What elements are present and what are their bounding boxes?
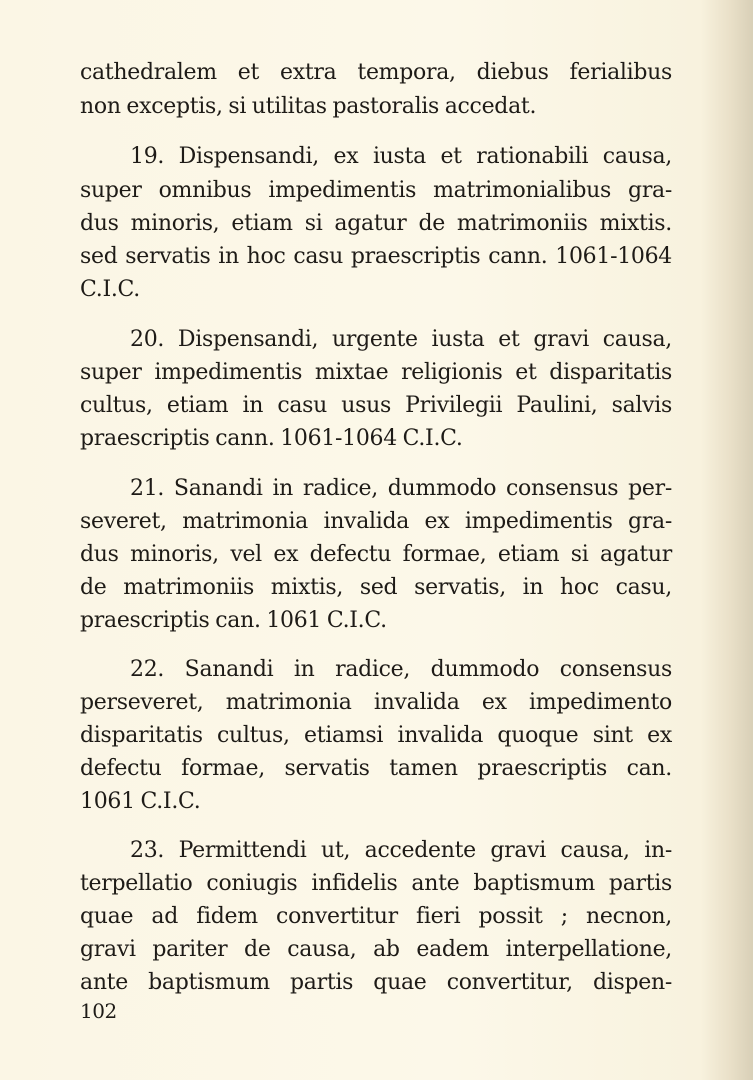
text-line: 1061 C.I.C. [80, 789, 201, 814]
paragraph-23-line: 23. Permittendi ut, accedente gravi causa, in- [130, 838, 672, 863]
text-line: cultus, etiam in casu usus Privilegii Paulini, salvis [80, 393, 672, 418]
paragraph-22-line: 22. Sanandi in radice, dummodo consensus [130, 657, 672, 682]
text-line: disparitatis cultus, etiamsi invalida quoque sint ex [80, 723, 672, 748]
text-line: quae ad fidem convertitur fieri possit ; necnon, [80, 904, 672, 929]
text-line: cathedralem et extra tempora, diebus ferialibus [80, 60, 672, 85]
text-line: ante baptismum partis quae convertitur, dispen- [80, 970, 672, 995]
text-line: praescriptis cann. 1061-1064 C.I.C. [80, 426, 463, 451]
text-line: dus minoris, etiam si agatur de matrimoniis mixtis. [80, 211, 672, 236]
text-line: praescriptis can. 1061 C.I.C. [80, 608, 387, 633]
page-number: 102 [80, 999, 117, 1023]
text-line: defectu formae, servatis tamen praescriptis can. [80, 756, 672, 781]
text-line: dus minoris, vel ex defectu formae, etiam si agatur [80, 542, 672, 567]
text-line: non exceptis, si utilitas pastoralis accedat. [80, 94, 537, 119]
text-line: de matrimoniis mixtis, sed servatis, in hoc casu, [80, 575, 672, 600]
text-line: super omnibus impedimentis matrimonialibus gra- [80, 178, 672, 203]
paragraph-20-line: 20. Dispensandi, urgente iusta et gravi causa, [130, 327, 672, 352]
text-line: sed servatis in hoc casu praescriptis cann. 1061-1064 [80, 244, 672, 269]
text-line: super impedimentis mixtae religionis et disparitatis [80, 360, 672, 385]
text-line: terpellatio coniugis infidelis ante baptismum partis [80, 871, 672, 896]
text-line: C.I.C. [80, 277, 140, 302]
paragraph-19-line: 19. Dispensandi, ex iusta et rationabili causa, [130, 144, 672, 169]
paragraph-21-line: 21. Sanandi in radice, dummodo consensus per- [130, 476, 672, 501]
text-line: gravi pariter de causa, ab eadem interpellatione, [80, 937, 672, 962]
text-line: perseveret, matrimonia invalida ex impedimento [80, 690, 672, 715]
text-line: severet, matrimonia invalida ex impedimentis gra- [80, 509, 672, 534]
